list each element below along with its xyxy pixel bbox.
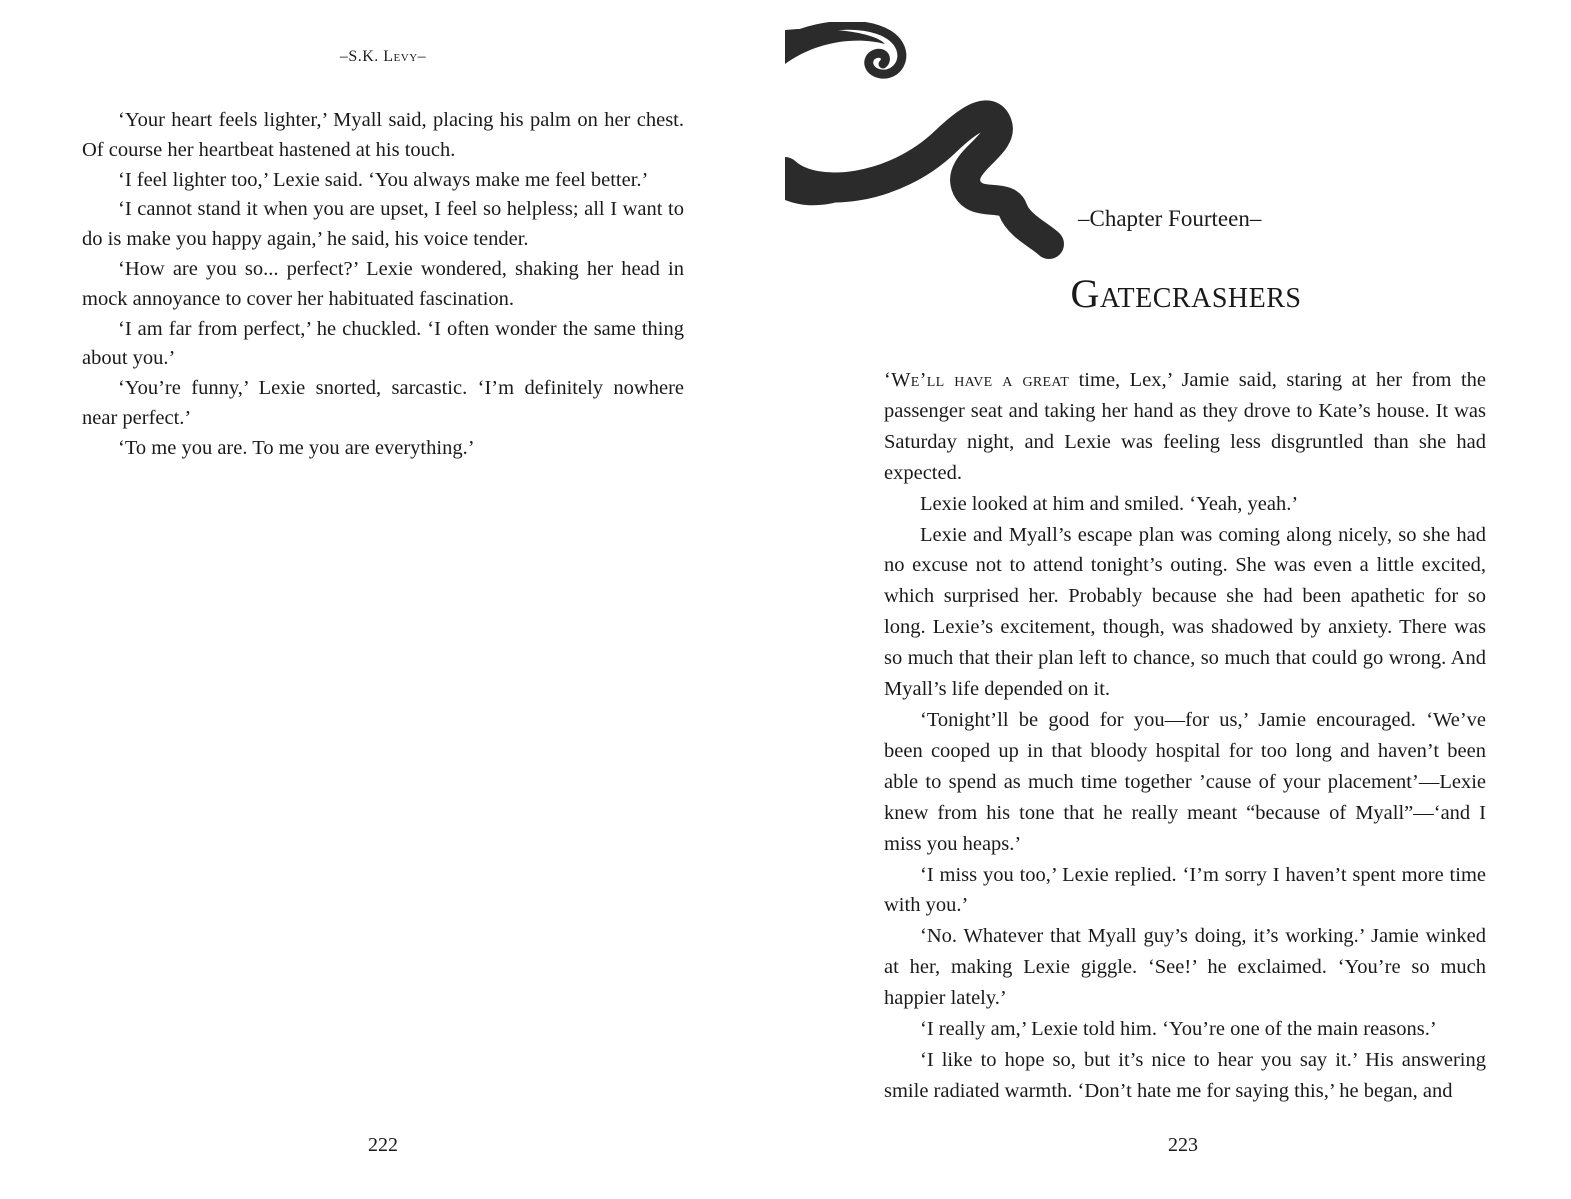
paragraph: ‘I like to hope so, but it’s nice to hear you say it.’ His answering smile radiated warmth. ‘Don’t hate me for saying this,’ he began, and: [884, 1048, 1486, 1102]
paragraph: ‘No. Whatever that Myall guy’s doing, it’s working.’ Jamie winked at her, making Lexie giggle. ‘See!’ he exclaimed. ‘You’re so much happier lately.’: [884, 925, 1486, 1010]
opening-paragraph: [884, 365, 1486, 489]
paragraph: ‘How are you so... perfect?’ Lexie wondered, shaking her head in mock annoyance to cover her habituated fascination.: [82, 257, 684, 310]
paragraph: ‘I miss you too,’ Lexie replied. ‘I’m sorry I haven’t spent more time with you.’: [884, 863, 1486, 917]
paragraph: Lexie and Myall’s escape plan was coming along nicely, so she had no excuse not to attend tonight’s outing. She was even a little excited, which surprised her. Probably because she had been apathetic for so long. Lexie’s excitement, though, was shadowed by anxiety. There was so much that their plan left to chance, so much that could go wrong. And Myall’s life depended on it.: [884, 523, 1486, 701]
paragraph: Lexie looked at him and smiled. ‘Yeah, yeah.’: [920, 492, 1299, 515]
left-page-body: [82, 106, 684, 464]
right-page: [785, 0, 1571, 1199]
paragraph: ‘I feel lighter too,’ Lexie said. ‘You always make me feel better.’: [118, 168, 649, 191]
chapter-label: –Chapter Fourteen–: [1078, 206, 1262, 231]
paragraph: ‘You’re funny,’ Lexie snorted, sarcastic. ‘I’m definitely nowhere near perfect.’: [82, 377, 684, 429]
running-head-suffix: –: [417, 48, 427, 65]
opening-small-caps: ‘We’ll have a great: [884, 369, 1070, 391]
running-head-author: Levy: [383, 48, 418, 65]
running-head-prefix: –S.K.: [339, 48, 384, 65]
left-page: [0, 0, 785, 1199]
paragraph: ‘Tonight’ll be good for you—for us,’ Jamie encouraged. ‘We’ve been cooped up in that bloody hospital for too long and haven’t been able to spend as much time together ’cause of your placement’—Lexie knew from his tone that he really meant “because of Myall”—‘and I miss you heaps.’: [884, 708, 1486, 855]
paragraph: ‘I cannot stand it when you are upset, I feel so helpless; all I want to do is make you happy again,’ he said, his voice tender.: [82, 198, 684, 251]
paragraph: ‘To me you are. To me you are everything.’: [118, 436, 475, 459]
paragraph: ‘I am far from perfect,’ he chuckled. ‘I often wonder the same thing about you.’: [82, 317, 684, 370]
right-page-body: [884, 365, 1486, 1107]
chapter-title: Gatecrashers: [1070, 271, 1302, 316]
page-number: 223: [1168, 1134, 1198, 1156]
opening-rest: time, Lex,’ Jamie said, staring at her from the passenger seat and taking her hand as they drove to Kate’s house. It was Saturday night, and Lexie was feeling less disgruntled than she had expected.: [884, 369, 1487, 484]
paragraph: ‘Your heart feels lighter,’ Myall said, placing his palm on her chest. Of course her heartbeat hastened at his touch.: [82, 109, 684, 161]
running-head: [82, 48, 684, 66]
paragraph: ‘I really am,’ Lexie told him. ‘You’re one of the main reasons.’: [920, 1018, 1437, 1041]
serpent-ornament-icon: [785, 22, 1065, 262]
page-number: 222: [368, 1134, 398, 1156]
